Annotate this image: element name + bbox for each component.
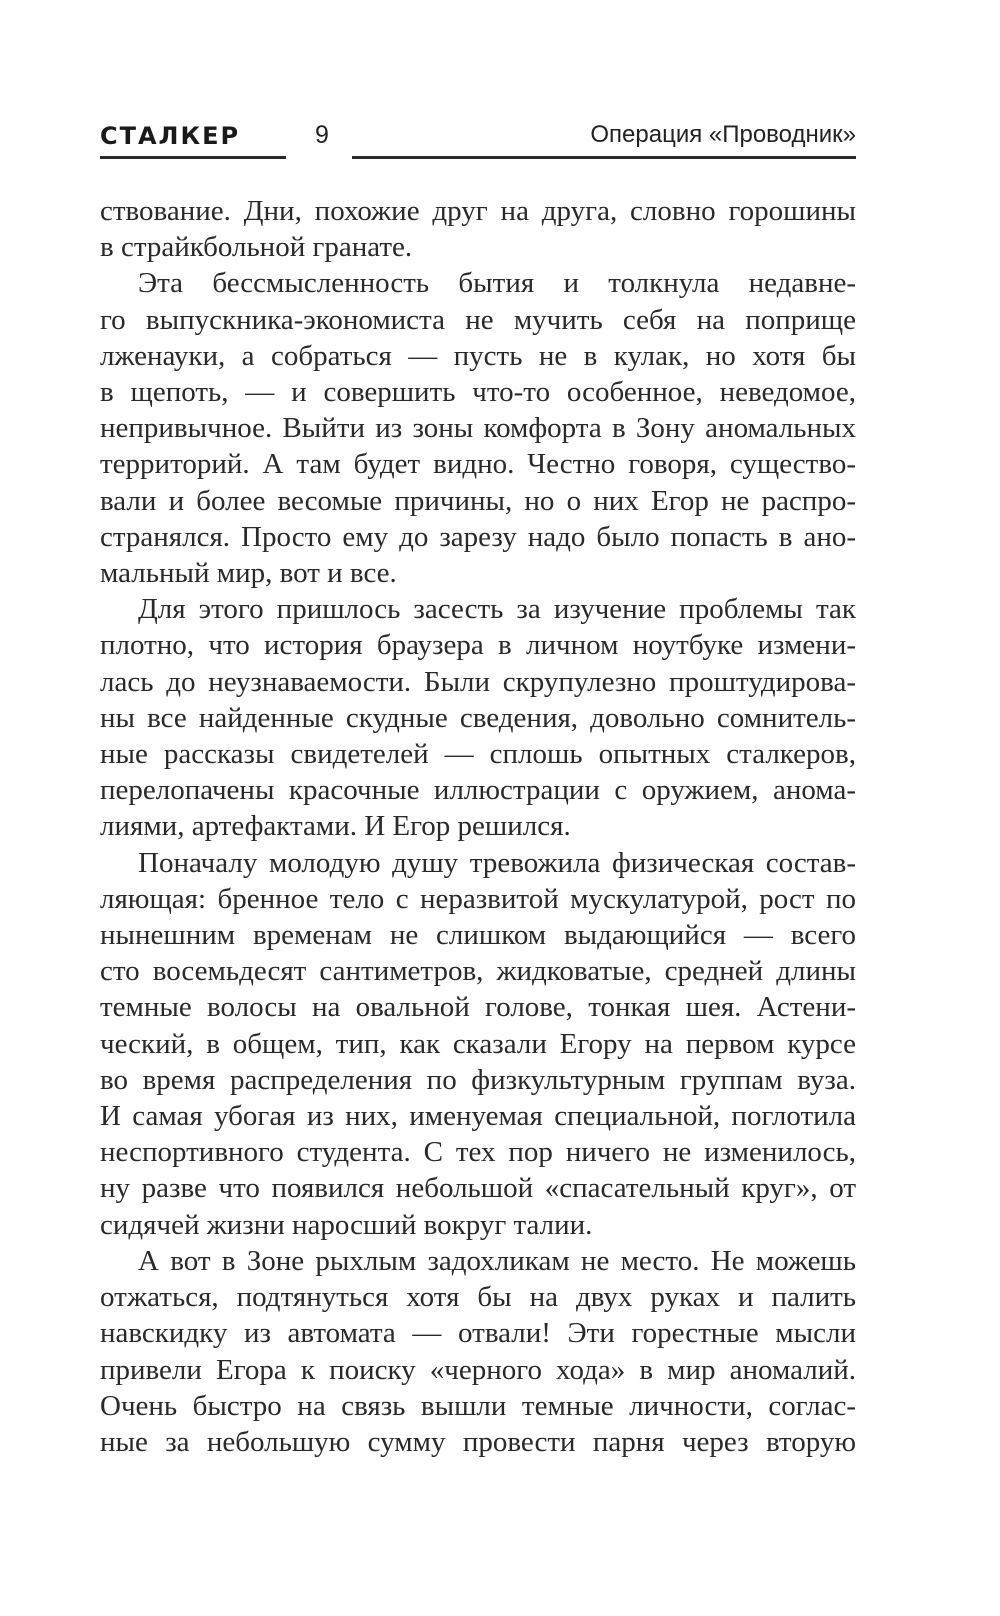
text-line: в щепоть, — и совершить что-то особенное, неведомое, — [100, 376, 856, 409]
series-name: СТАЛКЕР — [100, 122, 241, 150]
text-line: отжаться, подтянуться хотя бы на двух руках и палить — [100, 1281, 856, 1314]
text-line: территорий. А там будет видно. Честно говоря, существо- — [100, 448, 856, 481]
text-line: И самая убогая из них, именуемая специальной, поглотила — [100, 1100, 856, 1133]
text-line: в страйкбольной гранате. — [100, 231, 413, 264]
text-line: плотно, что история браузера в личном ноутбуке измени- — [100, 629, 856, 662]
text-line: нынешним временам не слишком выдающийся — всего — [100, 919, 856, 952]
text-line: лась до неузнаваемости. Были скрупулезно проштудирова- — [100, 665, 856, 698]
text-line: сто восемьдесят сантиметров, жидковатые, средней длины — [100, 955, 856, 988]
text-line: го выпускника-экономиста не мучить себя на поприще — [100, 303, 856, 336]
text-line: Очень быстро на связь вышли темные личности, соглас- — [100, 1389, 856, 1422]
text-line: ну разве что появился небольшой «спасательный круг», от — [100, 1172, 856, 1205]
text-line: сидячей жизни наросший вокруг талии. — [100, 1208, 593, 1241]
text-line: ствование. Дни, похожие друг на друга, словно горошины — [100, 195, 856, 227]
paragraph — [100, 845, 856, 1243]
text-line: неспортивного студента. С тех пор ничего не изменилось, — [100, 1136, 856, 1169]
header-rule-left — [100, 156, 286, 159]
text-line: ные рассказы свидетелей — сплошь опытных сталкеров, — [100, 738, 856, 771]
text-line: Для этого пришлось засесть за изучение проблемы так — [138, 593, 856, 626]
paragraph — [100, 591, 856, 844]
text-line: ные за небольшую сумму провести парня через вторую — [100, 1425, 856, 1458]
text-line: навскидку из автомата — отвали! Эти горестные мысли — [100, 1317, 856, 1350]
text-line: ческий, в общем, тип, как сказали Егору на первом курсе — [100, 1027, 856, 1060]
text-line: привели Егора к поиску «черного хода» в мир аномалий. — [100, 1353, 856, 1386]
text-line: лженауки, а собраться — пусть не в кулак, но хотя бы — [100, 339, 856, 372]
text-line: перелопачены красочные иллюстрации с оружием, анома- — [100, 774, 856, 807]
header-rule-right — [352, 156, 856, 159]
paragraph — [100, 1243, 856, 1460]
text-line: лиями, артефактами. И Егор решился. — [100, 810, 571, 843]
text-line: мальный мир, вот и все. — [100, 557, 397, 590]
text-line: темные волосы на овальной голове, тонкая шея. Астени- — [100, 991, 856, 1024]
text-line: странялся. Просто ему до зарезу надо было попасть в ано- — [100, 520, 856, 553]
text-line: ляющая: бренное тело с неразвитой мускулатурой, рост по — [100, 882, 856, 915]
text-line: Эта бессмысленность бытия и толкнула недавне- — [138, 267, 856, 300]
body-text — [100, 193, 856, 1460]
text-line: вали и более весомые причины, но о них Егор не распро- — [100, 484, 856, 517]
paragraph — [100, 265, 856, 591]
paragraph — [100, 193, 856, 265]
text-line: непривычное. Выйти из зоны комфорта в Зону аномальных — [100, 412, 856, 445]
text-line: ны все найденные скудные сведения, довольно сомнитель- — [100, 701, 856, 734]
running-header — [100, 118, 856, 162]
text-line: Поначалу молодую душу тревожила физическая состав- — [138, 846, 856, 879]
text-line: А вот в Зоне рыхлым задохликам не место. Не можешь — [138, 1244, 856, 1277]
text-line: во время распределения по физкультурным группам вуза. — [100, 1063, 856, 1096]
book-title: Операция «Проводник» — [590, 121, 856, 148]
page-number: 9 — [315, 121, 329, 149]
